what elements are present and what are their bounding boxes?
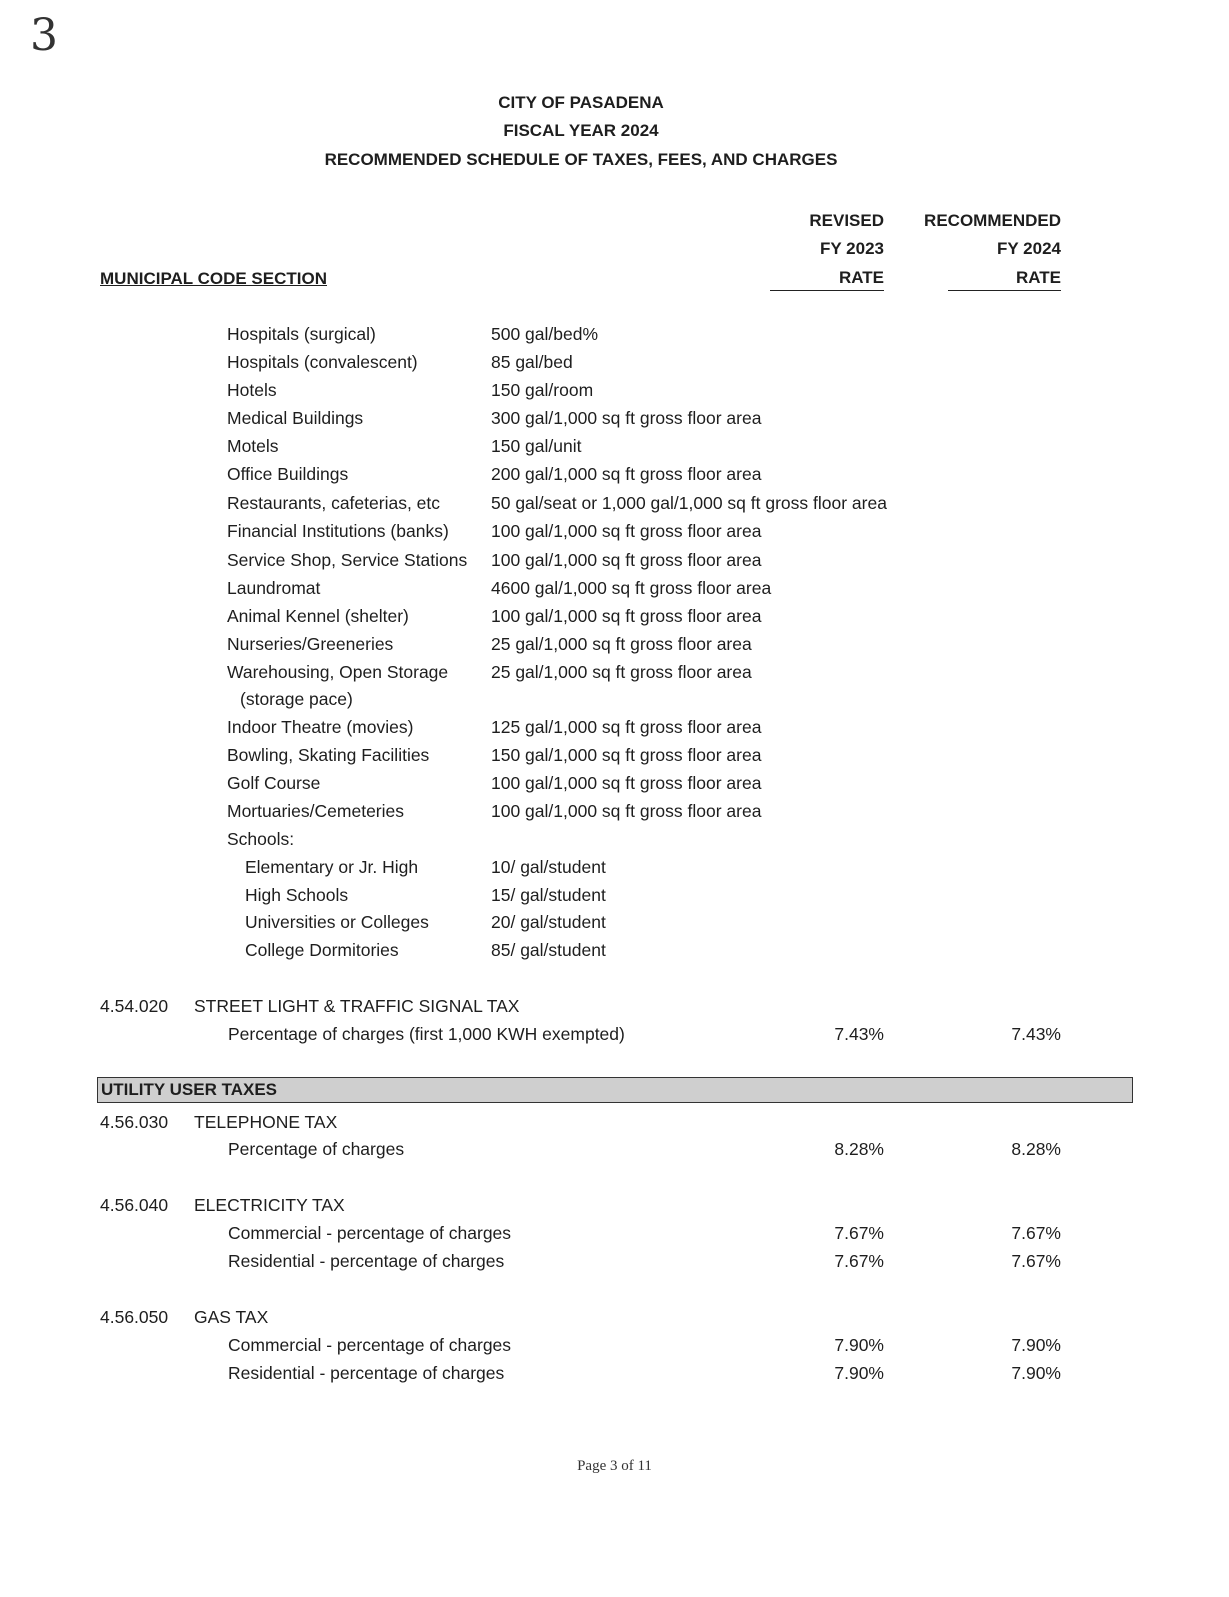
gas-code: 4.56.050 (100, 1307, 169, 1327)
electricity-residential-fy2024-rate: 7.67% (1011, 1251, 1061, 1271)
usage-value: 100 gal/1,000 sq ft gross floor area (491, 550, 762, 570)
street-light-item: Percentage of charges (first 1,000 KWH exempted) (228, 1024, 625, 1044)
usage-value: 300 gal/1,000 sq ft gross floor area (491, 408, 762, 428)
usage-label: Mortuaries/Cemeteries (227, 801, 404, 821)
street-light-title: STREET LIGHT & TRAFFIC SIGNAL TAX (194, 996, 520, 1016)
gas-residential-fy2023-rate: 7.90% (834, 1363, 884, 1383)
usage-label: Animal Kennel (shelter) (227, 606, 409, 626)
usage-label: Motels (227, 436, 279, 456)
gas-title: GAS TAX (194, 1307, 269, 1327)
usage-label: Office Buildings (227, 464, 349, 484)
usage-value: 150 gal/1,000 sq ft gross floor area (491, 745, 762, 765)
usage-label: (storage pace) (240, 689, 353, 709)
usage-value: 15/ gal/student (491, 885, 606, 905)
page-footer: Page 3 of 11 (577, 1458, 652, 1474)
electricity-residential-fy2023-rate: 7.67% (834, 1251, 884, 1271)
header-city: CITY OF PASADENA (498, 93, 664, 112)
recommended-col-rule (948, 290, 1061, 291)
usage-value: 50 gal/seat or 1,000 gal/1,000 sq ft gross floor area (491, 493, 887, 513)
gas-commercial-label: Commercial - percentage of charges (228, 1335, 512, 1355)
usage-label: Golf Course (227, 773, 321, 793)
usage-value: 85 gal/bed (491, 352, 573, 372)
usage-value: 85/ gal/student (491, 940, 606, 960)
recommended-col-line2: FY 2024 (997, 239, 1061, 258)
recommended-col-line3: RATE (1015, 268, 1061, 287)
municipal-code-section-heading: MUNICIPAL CODE SECTION (100, 269, 327, 288)
usage-label: Hospitals (surgical) (227, 324, 376, 344)
gas-residential-label: Residential - percentage of charges (228, 1363, 505, 1383)
street-light-code: 4.54.020 (100, 996, 169, 1016)
usage-value: 500 gal/bed% (491, 324, 599, 344)
telephone-fy2024-rate: 8.28% (1011, 1139, 1061, 1159)
utility-user-taxes-band (97, 1077, 1133, 1103)
usage-label: Indoor Theatre (movies) (227, 717, 414, 737)
street-light-fy2023-rate: 7.43% (834, 1024, 884, 1044)
electricity-commercial-fy2024-rate: 7.67% (1011, 1223, 1061, 1243)
revised-col-line3: RATE (838, 268, 884, 287)
usage-value: 20/ gal/student (491, 912, 606, 932)
electricity-code: 4.56.040 (100, 1195, 169, 1215)
usage-label: Nurseries/Greeneries (227, 634, 394, 654)
revised-col-line1: REVISED (809, 211, 884, 230)
usage-label: College Dormitories (245, 940, 399, 960)
handwritten-page-number: 3 (30, 10, 58, 61)
usage-label: Schools: (227, 829, 295, 849)
revised-col-line2: FY 2023 (820, 239, 884, 258)
usage-value: 150 gal/room (491, 380, 594, 400)
usage-value: 200 gal/1,000 sq ft gross floor area (491, 464, 762, 484)
usage-label: Hospitals (convalescent) (227, 352, 418, 372)
usage-label: Restaurants, cafeterias, etc (227, 493, 441, 513)
usage-value: 100 gal/1,000 sq ft gross floor area (491, 801, 762, 821)
usage-label: Hotels (227, 380, 277, 400)
usage-value: 100 gal/1,000 sq ft gross floor area (491, 606, 762, 626)
telephone-code: 4.56.030 (100, 1112, 169, 1132)
usage-label: Bowling, Skating Facilities (227, 745, 430, 765)
usage-label: Service Shop, Service Stations (227, 550, 468, 570)
usage-value: 150 gal/unit (491, 436, 582, 456)
usage-label: Warehousing, Open Storage (227, 662, 449, 682)
usage-label: High Schools (245, 885, 349, 905)
usage-value: 10/ gal/student (491, 857, 606, 877)
gas-commercial-fy2023-rate: 7.90% (834, 1335, 884, 1355)
usage-value: 4600 gal/1,000 sq ft gross floor area (491, 578, 772, 598)
gas-commercial-fy2024-rate: 7.90% (1011, 1335, 1061, 1355)
usage-value: 25 gal/1,000 sq ft gross floor area (491, 662, 752, 682)
electricity-commercial-label: Commercial - percentage of charges (228, 1223, 512, 1243)
telephone-item: Percentage of charges (228, 1139, 405, 1159)
usage-label: Universities or Colleges (245, 912, 429, 932)
usage-label: Medical Buildings (227, 408, 364, 428)
street-light-fy2024-rate: 7.43% (1011, 1024, 1061, 1044)
gas-residential-fy2024-rate: 7.90% (1011, 1363, 1061, 1383)
recommended-col-line1: RECOMMENDED (924, 211, 1061, 230)
electricity-residential-label: Residential - percentage of charges (228, 1251, 505, 1271)
electricity-commercial-fy2023-rate: 7.67% (834, 1223, 884, 1243)
usage-value: 100 gal/1,000 sq ft gross floor area (491, 521, 762, 541)
header-schedule-title: RECOMMENDED SCHEDULE OF TAXES, FEES, AND CHARGES (324, 150, 838, 169)
telephone-fy2023-rate: 8.28% (834, 1139, 884, 1159)
usage-value: 125 gal/1,000 sq ft gross floor area (491, 717, 762, 737)
usage-label: Laundromat (227, 578, 321, 598)
usage-value: 100 gal/1,000 sq ft gross floor area (491, 773, 762, 793)
header-fiscal-year: FISCAL YEAR 2024 (503, 121, 659, 140)
usage-label: Elementary or Jr. High (245, 857, 419, 877)
telephone-title: TELEPHONE TAX (194, 1112, 338, 1132)
usage-value: 25 gal/1,000 sq ft gross floor area (491, 634, 752, 654)
revised-col-rule (770, 290, 884, 291)
usage-label: Financial Institutions (banks) (227, 521, 449, 541)
electricity-title: ELECTRICITY TAX (194, 1195, 345, 1215)
utility-user-taxes-heading: UTILITY USER TAXES (101, 1080, 278, 1099)
